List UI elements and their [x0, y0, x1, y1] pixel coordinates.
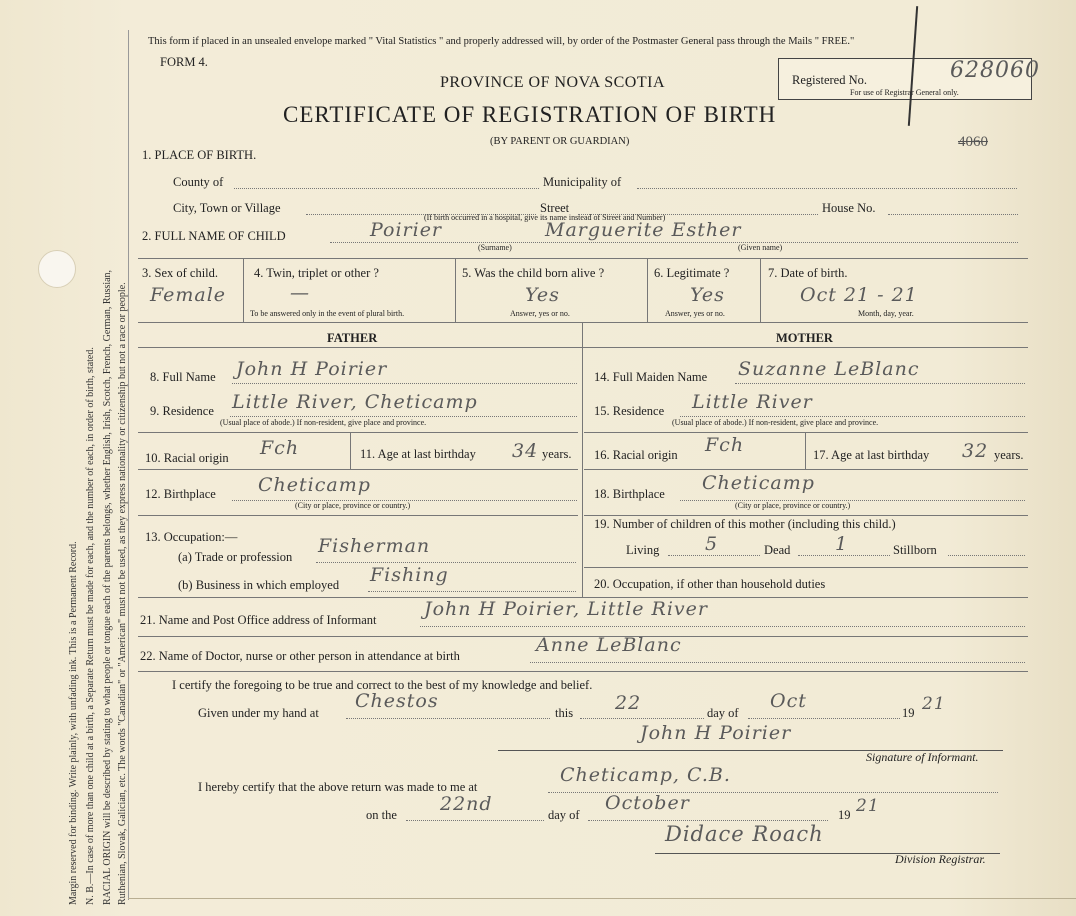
certify-day-of-label: day of [707, 706, 739, 720]
form-number: FORM 4. [160, 55, 208, 69]
children-count-label: 19. Number of children of this mother (including this child.) [594, 517, 896, 531]
date-note: Month, day, year. [858, 309, 914, 318]
house-no-label: House No. [822, 201, 876, 215]
registrar-statement: I hereby certify that the above return was made to me at [198, 780, 478, 794]
father-years: years. [542, 447, 572, 461]
father-trade-value: Fisherman [318, 535, 431, 557]
registrar-day-value: 22nd [440, 793, 493, 815]
father-name-label: 8. Full Name [150, 370, 216, 384]
father-residence-line [230, 416, 577, 417]
twin-value: — [290, 282, 310, 304]
mother-residence-line [680, 416, 1025, 417]
living-label: Living [626, 543, 660, 557]
mother-birthplace-note: (City or place, province or country.) [735, 501, 851, 510]
legitimate-label: 6. Legitimate ? [654, 266, 730, 280]
mother-residence-label: 15. Residence [594, 404, 665, 418]
margin-note-racial-origin: RACIAL ORIGIN will be described by stating to what people or tongue each of the parents belongs, whether English, Irish, Scotch, French, German, Russian, [102, 269, 113, 905]
row3-divider-4 [760, 258, 761, 322]
punch-hole [38, 250, 76, 288]
given-place-value: Chestos [355, 690, 439, 712]
father-birthplace-value: Cheticamp [258, 474, 371, 496]
registrar-month-line [588, 820, 828, 821]
bottom-edge [128, 898, 1076, 899]
child-name-line [330, 242, 1018, 243]
county-line [234, 188, 539, 189]
mother-name-line [735, 383, 1025, 384]
informant-label: 21. Name and Post Office address of Informant [140, 613, 377, 627]
surname-caption: (Surname) [478, 243, 512, 252]
registered-number: 628060 [950, 58, 1040, 83]
margin-divider [128, 30, 129, 900]
stillborn-label: Stillborn [893, 543, 937, 557]
mother-racial-value: Fch [705, 434, 745, 456]
certify-year-prefix: 19 [902, 706, 915, 720]
registrar-month-value: October [605, 792, 690, 814]
mother-heading: MOTHER [776, 331, 833, 345]
informant-signature-caption: Signature of Informant. [866, 750, 979, 764]
father-age-value: 34 [512, 440, 539, 462]
father-residence-label: 9. Residence [150, 404, 214, 418]
given-under-hand-label: Given under my hand at [198, 706, 319, 720]
certificate-title: CERTIFICATE OF REGISTRATION OF BIRTH [283, 102, 777, 127]
father-business-label: (b) Business in which employed [178, 578, 340, 592]
father-occupation-label: 13. Occupation:— [145, 530, 238, 544]
dead-label: Dead [764, 543, 791, 557]
hospital-note: (If birth occurred in a hospital, give its name instead of Street and Number) [424, 213, 666, 222]
date-of-birth-value: Oct 21 - 21 [800, 284, 918, 306]
certify-year-value: 21 [922, 694, 946, 714]
margin-note-multiple-births: N. B.—In case of more than one child at a birth, a Separate Return must be made for each, and the number of each, in order of birth, stated. [85, 347, 96, 905]
margin-note-binding: Margin reserved for binding. Write plainly, with unfading ink. This is a Permanent Record. [68, 541, 79, 905]
row3-bottom-rule [138, 322, 1028, 323]
place-of-birth-heading: 1. PLACE OF BIRTH. [142, 148, 257, 162]
province-heading: PROVINCE OF NOVA SCOTIA [440, 74, 666, 91]
given-place-line [346, 718, 550, 719]
mother-rule-4 [584, 567, 1028, 568]
mother-age-label: 17. Age at last birthday [813, 448, 930, 462]
father-age-divider [350, 432, 351, 469]
legitimate-note: Answer, yes or no. [665, 309, 725, 318]
father-business-line [368, 591, 576, 592]
child-name-label: 2. FULL NAME OF CHILD [142, 229, 286, 243]
mother-birthplace-line [680, 500, 1025, 501]
stamp-number: 4060 [958, 134, 988, 150]
alive-note: Answer, yes or no. [510, 309, 570, 318]
street-label: Street [540, 201, 570, 215]
registrar-on-the-label: on the [366, 808, 397, 822]
city-label: City, Town or Village [173, 201, 281, 215]
mother-residence-note: (Usual place of abode.) If non-resident, give place and province. [672, 418, 879, 427]
house-line [888, 214, 1018, 215]
alive-label: 5. Was the child born alive ? [462, 266, 605, 280]
municipality-label: Municipality of [543, 175, 622, 189]
father-name-value: John H Poirier [236, 358, 388, 380]
registrar-place-value: Cheticamp, C.B. [560, 764, 731, 786]
legitimate-value: Yes [690, 284, 725, 306]
alive-value: Yes [525, 284, 560, 306]
municipality-line [637, 188, 1017, 189]
mail-notice: This form if placed in an unsealed envelope marked " Vital Statistics " and properly addressed will, by order of the Postmaster General pass through the Mails " FREE." [148, 36, 855, 47]
father-racial-label: 10. Racial origin [145, 451, 229, 465]
stillborn-line [948, 555, 1025, 556]
father-rule-1 [138, 432, 578, 433]
sex-label: 3. Sex of child. [142, 266, 219, 280]
child-surname: Poirier [370, 219, 443, 241]
row3-top-rule [138, 258, 1028, 259]
mother-rule-2 [584, 469, 1028, 470]
this-label: this [555, 706, 574, 720]
registrar-day-line [406, 820, 544, 821]
doctor-line [530, 662, 1025, 663]
registered-label: Registered No. [792, 73, 867, 87]
father-name-line [232, 383, 577, 384]
father-trade-line [316, 562, 576, 563]
father-residence-note: (Usual place of abode.) If non-resident, give place and province. [220, 418, 427, 427]
twin-note: To be answered only in the event of plural birth. [250, 309, 405, 318]
father-heading: FATHER [327, 331, 378, 345]
doctor-value: Anne LeBlanc [536, 634, 682, 656]
date-of-birth-label: 7. Date of birth. [768, 266, 848, 280]
county-label: County of [173, 175, 224, 189]
father-residence-value: Little River, Cheticamp [232, 391, 478, 413]
certify-month-line [748, 718, 900, 719]
certify-day-line [580, 718, 704, 719]
informant-line [420, 626, 1025, 627]
registrar-signature: Didace Roach [665, 822, 824, 846]
mother-rule-3 [584, 515, 1028, 516]
father-rule-2 [138, 469, 578, 470]
mother-name-label: 14. Full Maiden Name [594, 370, 708, 384]
certify-statement: I certify the foregoing to be true and correct to the best of my knowledge and belief. [172, 678, 593, 692]
father-age-label: 11. Age at last birthday [360, 447, 476, 461]
given-name-caption: (Given name) [738, 243, 783, 252]
registrar-use-note: For use of Registrar General only. [850, 88, 959, 97]
father-business-value: Fishing [370, 564, 449, 586]
dead-line [798, 555, 890, 556]
mother-age-divider [805, 432, 806, 469]
child-given-name: Marguerite Esther [545, 219, 742, 241]
row3-divider-1 [243, 258, 244, 322]
father-rule-3 [138, 515, 578, 516]
division-registrar-caption: Division Registrar. [895, 852, 986, 866]
informant-value: John H Poirier, Little River [424, 598, 708, 620]
father-birthplace-note: (City or place, province or country.) [295, 501, 411, 510]
living-line [668, 555, 760, 556]
twin-label: 4. Twin, triplet or other ? [254, 266, 379, 280]
informant-signature: John H Poirier [640, 722, 792, 744]
mother-birthplace-value: Cheticamp [702, 472, 815, 494]
father-racial-value: Fch [260, 437, 300, 459]
dead-value: 1 [835, 533, 849, 555]
mother-name-value: Suzanne LeBlanc [738, 358, 920, 380]
living-value: 5 [705, 533, 719, 555]
certificate-subtitle: (BY PARENT OR GUARDIAN) [490, 136, 630, 147]
sex-value: Female [150, 284, 227, 306]
mother-residence-value: Little River [692, 391, 813, 413]
doctor-label: 22. Name of Doctor, nurse or other person in attendance at birth [140, 649, 460, 663]
father-trade-label: (a) Trade or profession [178, 550, 293, 564]
registrar-year-value: 21 [856, 796, 880, 816]
certify-month-value: Oct [770, 690, 807, 712]
mother-age-value: 32 [962, 440, 989, 462]
mother-racial-label: 16. Racial origin [594, 448, 678, 462]
mother-years: years. [994, 448, 1024, 462]
parents-center-divider [582, 322, 583, 597]
mother-rule-1 [584, 432, 1028, 433]
registrar-day-of-label: day of [548, 808, 580, 822]
parents-heading-rule [138, 347, 1028, 348]
row3-divider-3 [647, 258, 648, 322]
father-birthplace-label: 12. Birthplace [145, 487, 216, 501]
margin-note-nationality: Ruthenian, Slovak, Galician, etc. The words "Canadian" or "American" must not be used, as they express nationality or citizenship but not a race or people. [117, 282, 128, 905]
registrar-year-prefix: 19 [838, 808, 851, 822]
certify-day-value: 22 [615, 692, 642, 714]
mother-birthplace-label: 18. Birthplace [594, 487, 665, 501]
mother-occupation-label: 20. Occupation, if other than household duties [594, 577, 826, 591]
doctor-rule [138, 671, 1028, 672]
row3-divider-2 [455, 258, 456, 322]
